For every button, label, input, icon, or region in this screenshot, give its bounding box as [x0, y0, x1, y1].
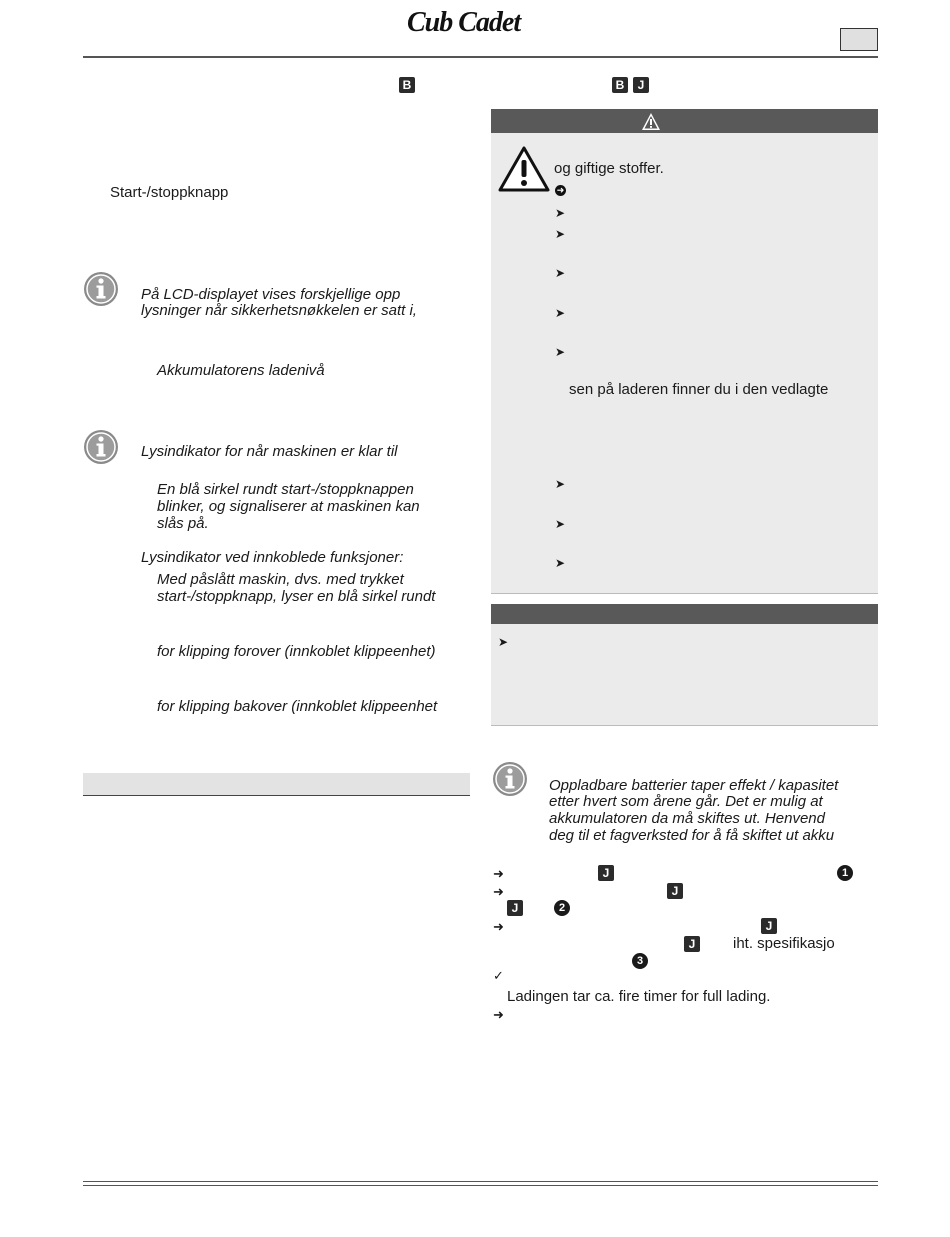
section-badge-j: J [684, 936, 700, 952]
functions-line1: Med påslått maskin, dvs. med trykket [157, 571, 404, 588]
forward-label: for klipping forover (innkoblet klippeenhet) [157, 643, 436, 660]
step-number-2: 2 [554, 900, 570, 916]
section-badge-j: J [598, 865, 614, 881]
functions-line2: start-/stoppknapp, lyser en blå sirkel rundt [157, 588, 436, 605]
spec-text: iht. spesifikasjo [733, 935, 835, 952]
functions-title: Lysindikator ved innkoblede funksjoner: [141, 549, 404, 566]
section-badge-b: B [399, 77, 415, 93]
note3-line3: akkumulatoren da må skiftes ut. Henvend [549, 810, 825, 827]
svg-text:Cub Cadet: Cub Cadet [407, 7, 521, 36]
info-icon [83, 271, 119, 307]
bullet-triangle-icon: ➤ [555, 266, 566, 280]
note3-line4: deg til et fagverksted for å få skiftet ut akku [549, 827, 835, 844]
section-badge-j: J [667, 883, 683, 899]
note3-line2: etter hvert som årene går. Det er mulig at [549, 793, 823, 810]
charger-text: sen på laderen finner du i den vedlagte [569, 381, 829, 398]
bullet-triangle-icon: ➤ [555, 477, 566, 491]
backward-label: for klipping bakover (innkoblet klippeenhet [157, 698, 438, 715]
arrow-right-icon: ➜ [493, 1007, 504, 1022]
section-badge-b: B [612, 77, 628, 93]
battery-level-label: Akkumulatorens ladenivå [157, 362, 325, 379]
bullet-triangle-icon: ➤ [555, 345, 566, 359]
info-icon [492, 761, 528, 797]
warning-header-bar [491, 109, 878, 133]
section-badge-j: J [633, 77, 649, 93]
note2-line3: slås på. [157, 515, 209, 532]
section-badge-j: J [761, 918, 777, 934]
caution-panel [491, 624, 878, 725]
info-icon [83, 429, 119, 465]
warning-panel [491, 133, 878, 593]
checkmark-icon: ✓ [493, 968, 504, 983]
bullet-triangle-icon: ➤ [555, 227, 566, 241]
bullet-triangle-icon: ➤ [498, 635, 509, 649]
caution-header-bar [491, 604, 878, 624]
caution-panel-rule [491, 725, 878, 726]
footer-rule-top [83, 1181, 878, 1182]
warning-triangle-icon [641, 112, 661, 131]
note2-line1: En blå sirkel rundt start-/stoppknappen [157, 481, 414, 498]
note1-line1: På LCD-displayet vises forskjellige opp [141, 286, 401, 303]
step-number-1: 1 [837, 865, 853, 881]
warning-panel-rule [491, 593, 878, 594]
bullet-triangle-icon: ➤ [555, 306, 566, 320]
note2-line2: blinker, og signaliserer at maskinen kan [157, 498, 420, 515]
bullet-triangle-icon: ➤ [555, 556, 566, 570]
charge-time-text: Ladingen tar ca. fire timer for full lading. [507, 988, 771, 1005]
step-number-3: 3 [632, 953, 648, 969]
start-stop-label: Start-/stoppknapp [110, 184, 229, 201]
note1-line2: lysninger når sikkerhetsnøkkelen er satt i, [141, 302, 417, 319]
logo [405, 6, 577, 36]
bullet-triangle-icon: ➤ [555, 517, 566, 531]
warning-triangle-icon [498, 146, 550, 192]
section-header-bar [83, 773, 470, 796]
section-badge-j: J [507, 900, 523, 916]
circle-arrow-icon: ➜ [556, 185, 565, 195]
note3-line1: Oppladbare batterier taper effekt / kapasitet [549, 777, 839, 794]
page-number-box [840, 28, 878, 51]
footer-rule-bottom [83, 1185, 878, 1186]
warning-lead: og giftige stoffer. [554, 160, 664, 177]
header-rule [83, 56, 878, 58]
arrow-right-icon: ➜ [493, 919, 504, 934]
bullet-triangle-icon: ➤ [555, 206, 566, 220]
arrow-right-icon: ➜ [493, 866, 504, 881]
arrow-right-icon: ➜ [493, 884, 504, 899]
note2-title: Lysindikator for når maskinen er klar til [141, 443, 398, 460]
